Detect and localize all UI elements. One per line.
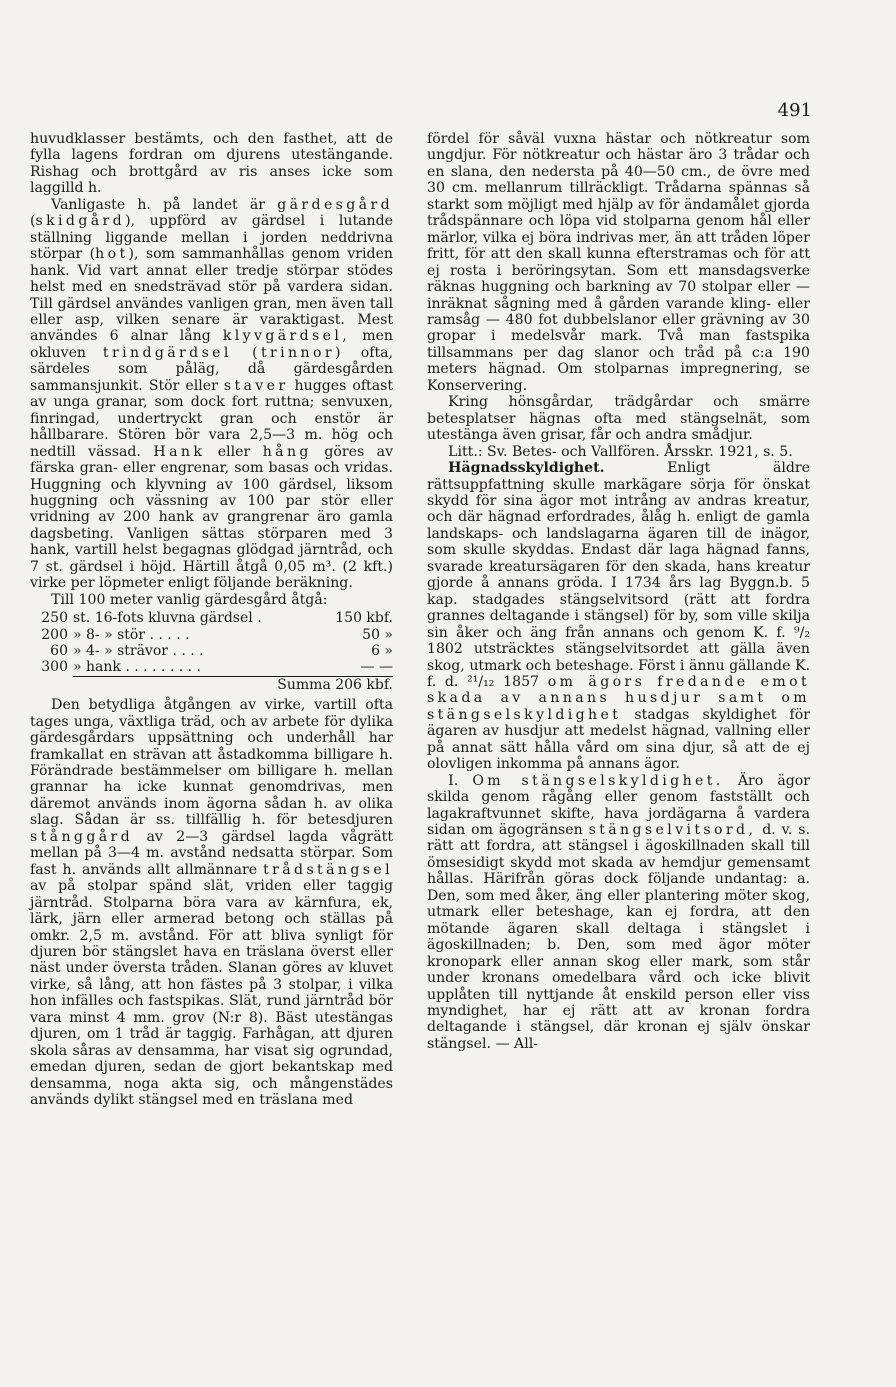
section-heading: Hägnadsskyldighet.: [448, 460, 605, 477]
table-cell: st. 16-fots kluvna gärdsel .: [73, 610, 262, 627]
table-cell: — —: [360, 659, 393, 676]
table-cell: 60: [50, 642, 68, 659]
table-cell: 200: [41, 626, 68, 643]
paragraph: Vanligaste h. på landet är gärdesgård (skidgård), uppförd av gärdsel i lutande ställning liggande mellan i jorden neddrivna störpar (hot), som sammanhållas genom vriden hank. Vid vart annat eller tredje störpar stödes helst med en snedsträvad stör på vardera sidan. Till gärdsel användes vanligen gran, men även tall eller asp, vilken senare är varaktigast. Mest användes 6 alnar lång klyvgärdsel, men okluven trindgärdsel (trinnor) ofta, särdeles som påläg, då gärdesgården sammansjunkit. Stör eller staver hugges oftast av unga granar, som dock fort ruttna; senvuxen, finringad, undertryckt gran och enstör är hållbarare. Stören bör vara 2,5—3 m. hög och nedtill vässad. Hank eller hång göres av färska gran- eller engrenar, som basas och vridas. Huggning och klyvning av 100 gärdsel, liksom huggning och vässning av 100 par stör eller vridning av 200 hank av grangrenar äro gamla dagsbeting. Vanligen sättas störparen med 3 hank, vartill helst begagnas glödgad järntråd, och 7 st. gärdsel i höjd. Härtill åtgå 0,05 m³. (2 kft.) virke per löpmeter enligt följande beräkning.: [30, 196, 394, 592]
table-cell: » 4- » strävor . . . .: [73, 642, 204, 659]
paragraph: I. Om stängselskyldighet. Äro ägor skilda genom rågång eller genom fastställt och lagakraftvunnet skifte, hava jordägarna å vardera sidan om ägogränsen stängselvitsord, d. v. s. rätt att fordra, att stängsel i ägoskillnaden skall till ömsesidigt skydd mot skada av hemdjur gemensamt hållas. Härifrån göras dock följande undantag: a. Den, som med åker, äng eller plantering möter skog, utmark eller beteshage, kan ej fordra, att den mötande ägaren skall deltaga i stängslet i ägoskillnaden; b. Den, som med ägor möter kronopark eller annan skog eller mark, som står under kronans omedelbara vård och icke blivit upplåten till nyttjande åt enskild person eller viss myndighet, har ej rätt att av kronan fordra deltagande i stängsel, där kronan ej själv önskar stängsel. — All-: [427, 772, 811, 1052]
table-sum-row: [30, 676, 393, 693]
material-table: [30, 610, 393, 693]
table-cell: 250: [41, 610, 68, 627]
table-row: [30, 643, 393, 659]
table-sum: Summa 206 kbf.: [73, 676, 393, 693]
table-row: [30, 659, 393, 676]
paragraph: fördel för såväl vuxna hästar och nötkreatur som ungdjur. För nötkreatur och hästar äro 3 trådar och en slana, den nedersta på 40—50 cm., de övre med 30 cm. mellanrum tillräckligt. Trådarna spännas så starkt som möjligt med hjälp av för ändamålet gjorda trådspännare och löpa vid stolparna genom hål eller märlor, vilka ej böra indrivas mer, än att tråden löper fritt, för att den skall kunna efterstramas och för att ej rosta i beröringsytan. Som ett mansdagsverke räknas huggning och barkning av 70 stolpar eller — inräknat sågning med å gården varande kling- eller ramsåg — 480 fot dubbelslanor eller grävning av 30 gropar i medelsvår mark. Två man fastspika tillsammans per dag slanor och tråd på c:a 190 meters hägnad. Om stolparnas impregnering, se Konservering.: [427, 131, 810, 394]
paragraph: Kring hönsgårdar, trädgårdar och smärre betesplatser hägnas ofta med stängselnät, som utestänga även grisar, får och andra smådjur.: [427, 394, 810, 444]
paragraph: huvudklasser bestämts, och den fasthet, att de fylla lagens fordran om djurens utestängande. Rishag och brottgård av ris anses icke som laggilld h.: [30, 131, 393, 197]
right-column: [427, 131, 810, 1052]
page-number: 491: [777, 100, 812, 121]
table-cell: 150 kbf.: [335, 610, 393, 627]
paragraph: Till 100 meter vanlig gärdesgård åtgå:: [51, 591, 328, 608]
table-row: [30, 627, 393, 643]
table-cell: 300: [41, 659, 68, 676]
paragraph: Den betydliga åtgången av virke, vartill ofta tages unga, växtliga träd, och av arbete för dylika gärdesgårdars uppsättning och underhåll har framkallat en strävan att åstadkomma billigare h. Förändrade bestämmelser om billigare h. mellan grannar ha icke kunnat genomdrivas, men däremot används inom ägorna sådan h. av olika slag. Sådan är ss. tillfällig h. för betesdjuren stånggård av 2—3 gärdsel lagda vågrätt mellan på 3—4 m. avstånd nedsatta störpar. Som fast h. används allt allmännare trådstängsel av på stolpar spänd slät, vriden eller taggig järntråd. Stolparna böra vara av kärnfura, ek, lärk, järn eller armerad betong och ställas på omkr. 2,5 m. avstånd. För att bliva synligt för djuren bör stängslet hava en träslana överst eller näst under översta tråden. Slanan göres av kluvet virke, så lång, att hon fästes på 3 stolpar, i vilka hon infälles och fastspikas. Slät, rund järntråd bör vara minst 4 mm. grov (N:r 8). Bäst utestängas djuren, om 1 tråd är taggig. Farhågan, att djuren skola såras av densamma, har visat sig ogrundad, emedan djuren, sedan de gjort bekantskap med densamma, noga akta sig, och mångenstädes används dylikt stängsel med en träslana med: [30, 697, 393, 1109]
table-cell: 6 »: [371, 642, 393, 659]
paragraph: Litt.: Sv. Betes- och Vallfören. Årsskr. 1921, s. 5.: [448, 443, 793, 460]
paragraph: Hägnadsskyldighet. Enligt äldre rättsuppfattning skulle markägare sörja för önskat skydd för sina ägor mot intrång av andras kreatur, och där hägnad erfordrades, ålåg h. enligt de gamla landskaps- och landslagarna ägaren till de inägor, som skulle skyddas. Endast där laga hägnad fanns, svarade kreatursägaren för den skada, hans kreatur gjorde å annans gröda. I 1734 års lag Byggn.b. 5 kap. stadgades stängselvitsord (rätt att fordra grannes deltagande i stängsel) för by, som ville skilja sin åker och äng från annans och genom K. f. ⁹/₂ 1802 utsträcktes stängselvitsordet att gälla även skog, utmark och beteshage. Först i ännu gällande K. f. d. ²¹/₁₂ 1857 om ägors fredande emot skada av annans husdjur samt om stängselskyldighet stadgas skyldighet för ägaren av husdjur att medelst hägnad, vallning eller på annat sätt hålla vård om sina djur, så att de ej olovligen inkomma på annans ägor.: [427, 460, 811, 773]
left-column: [30, 131, 393, 1109]
table-cell: » 8- » stör . . . . .: [73, 626, 190, 643]
table-row: [30, 610, 393, 626]
table-cell: 50 »: [362, 626, 393, 643]
table-cell: » hank . . . . . . . . .: [73, 659, 201, 676]
